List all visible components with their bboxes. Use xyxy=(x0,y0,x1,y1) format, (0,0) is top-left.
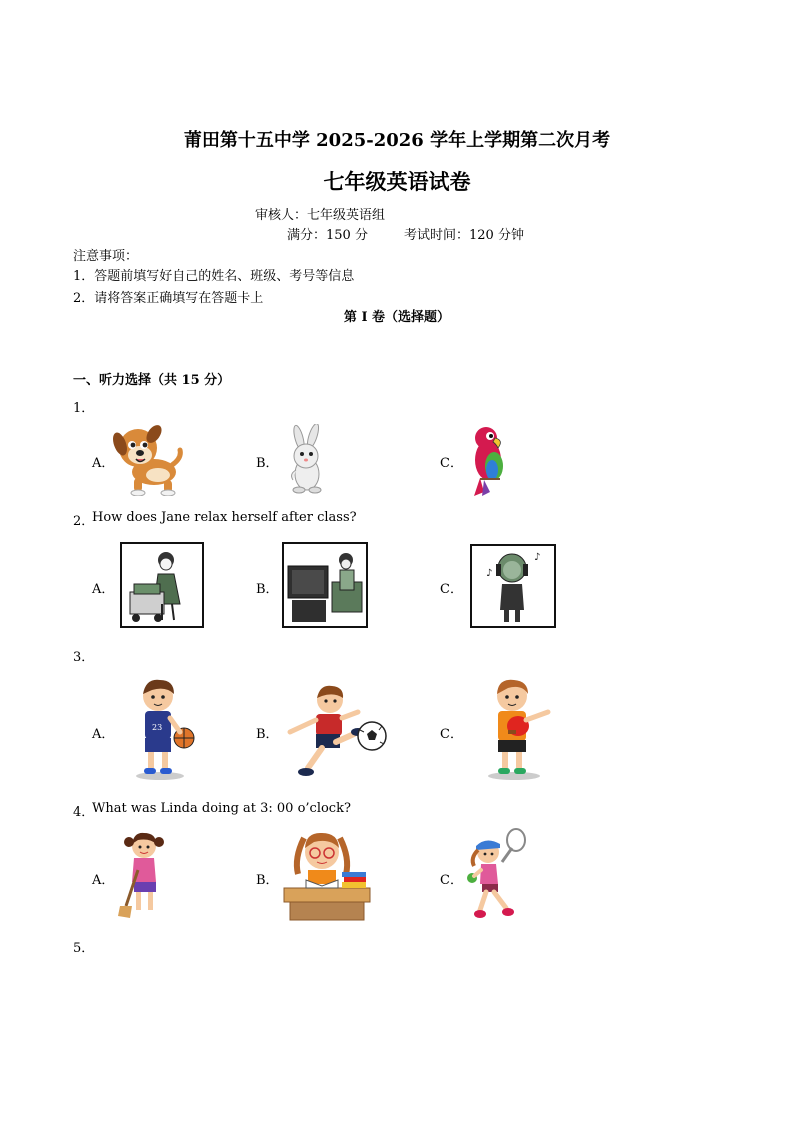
girl-shopping-icon xyxy=(120,542,204,628)
dog-icon xyxy=(112,420,184,496)
question-number: 2． xyxy=(73,514,95,529)
boy-ping-pong-icon xyxy=(484,678,558,782)
section-heading: 一、听力选择（共 15 分） xyxy=(73,373,231,388)
girl-sweeping-icon xyxy=(116,830,168,920)
boy-basketball-icon xyxy=(130,678,196,782)
note-item: 2．请将答案正确填写在答题卡上 xyxy=(73,291,264,306)
question-number: 1． xyxy=(73,401,95,416)
reviewer-line: 审核人：七年级英语组 xyxy=(255,208,386,223)
exam-title: 七年级英语试卷 xyxy=(323,169,471,194)
option-c-label: C． xyxy=(440,456,463,471)
option-b-label: B． xyxy=(256,456,279,471)
option-b-label: B． xyxy=(256,727,279,742)
note-item: 1．答题前填写好自己的姓名、班级、考号等信息 xyxy=(73,269,355,284)
option-b-label: B． xyxy=(256,873,279,888)
option-a-label: A． xyxy=(92,727,115,742)
question-number: 3． xyxy=(73,650,95,665)
option-a-label: A． xyxy=(92,456,115,471)
option-c-label: C． xyxy=(440,873,463,888)
notes-heading: 注意事项： xyxy=(73,249,139,264)
svg-text:♪: ♪ xyxy=(534,552,541,563)
parrot-icon xyxy=(464,422,512,498)
option-c-label: C． xyxy=(440,582,463,597)
full-marks: 满分：150 分 xyxy=(287,228,368,243)
exam-time: 考试时间：120 分钟 xyxy=(404,228,524,243)
svg-text:♪: ♪ xyxy=(486,568,493,579)
question-text: How does Jane relax herself after class? xyxy=(92,510,357,525)
question-number: 5． xyxy=(73,941,95,956)
question-number: 4． xyxy=(73,805,95,820)
girl-listening-music-icon xyxy=(470,544,556,628)
volume-title: 第 I 卷（选择题） xyxy=(343,310,451,325)
question-text: What was Linda doing at 3: 00 o’clock? xyxy=(92,801,351,816)
rabbit-icon xyxy=(283,424,331,496)
girl-reading-icon xyxy=(280,828,372,922)
svg-text:23: 23 xyxy=(152,723,163,732)
option-a-label: A． xyxy=(92,582,115,597)
option-a-label: A． xyxy=(92,873,115,888)
girl-watching-tv-icon xyxy=(282,542,368,628)
school-title: 莆田第十五中学 2025-2026 学年上学期第二次月考 xyxy=(183,130,611,151)
boy-soccer-icon xyxy=(286,684,390,780)
girl-tennis-icon xyxy=(466,828,528,922)
option-c-label: C． xyxy=(440,727,463,742)
option-b-label: B． xyxy=(256,582,279,597)
